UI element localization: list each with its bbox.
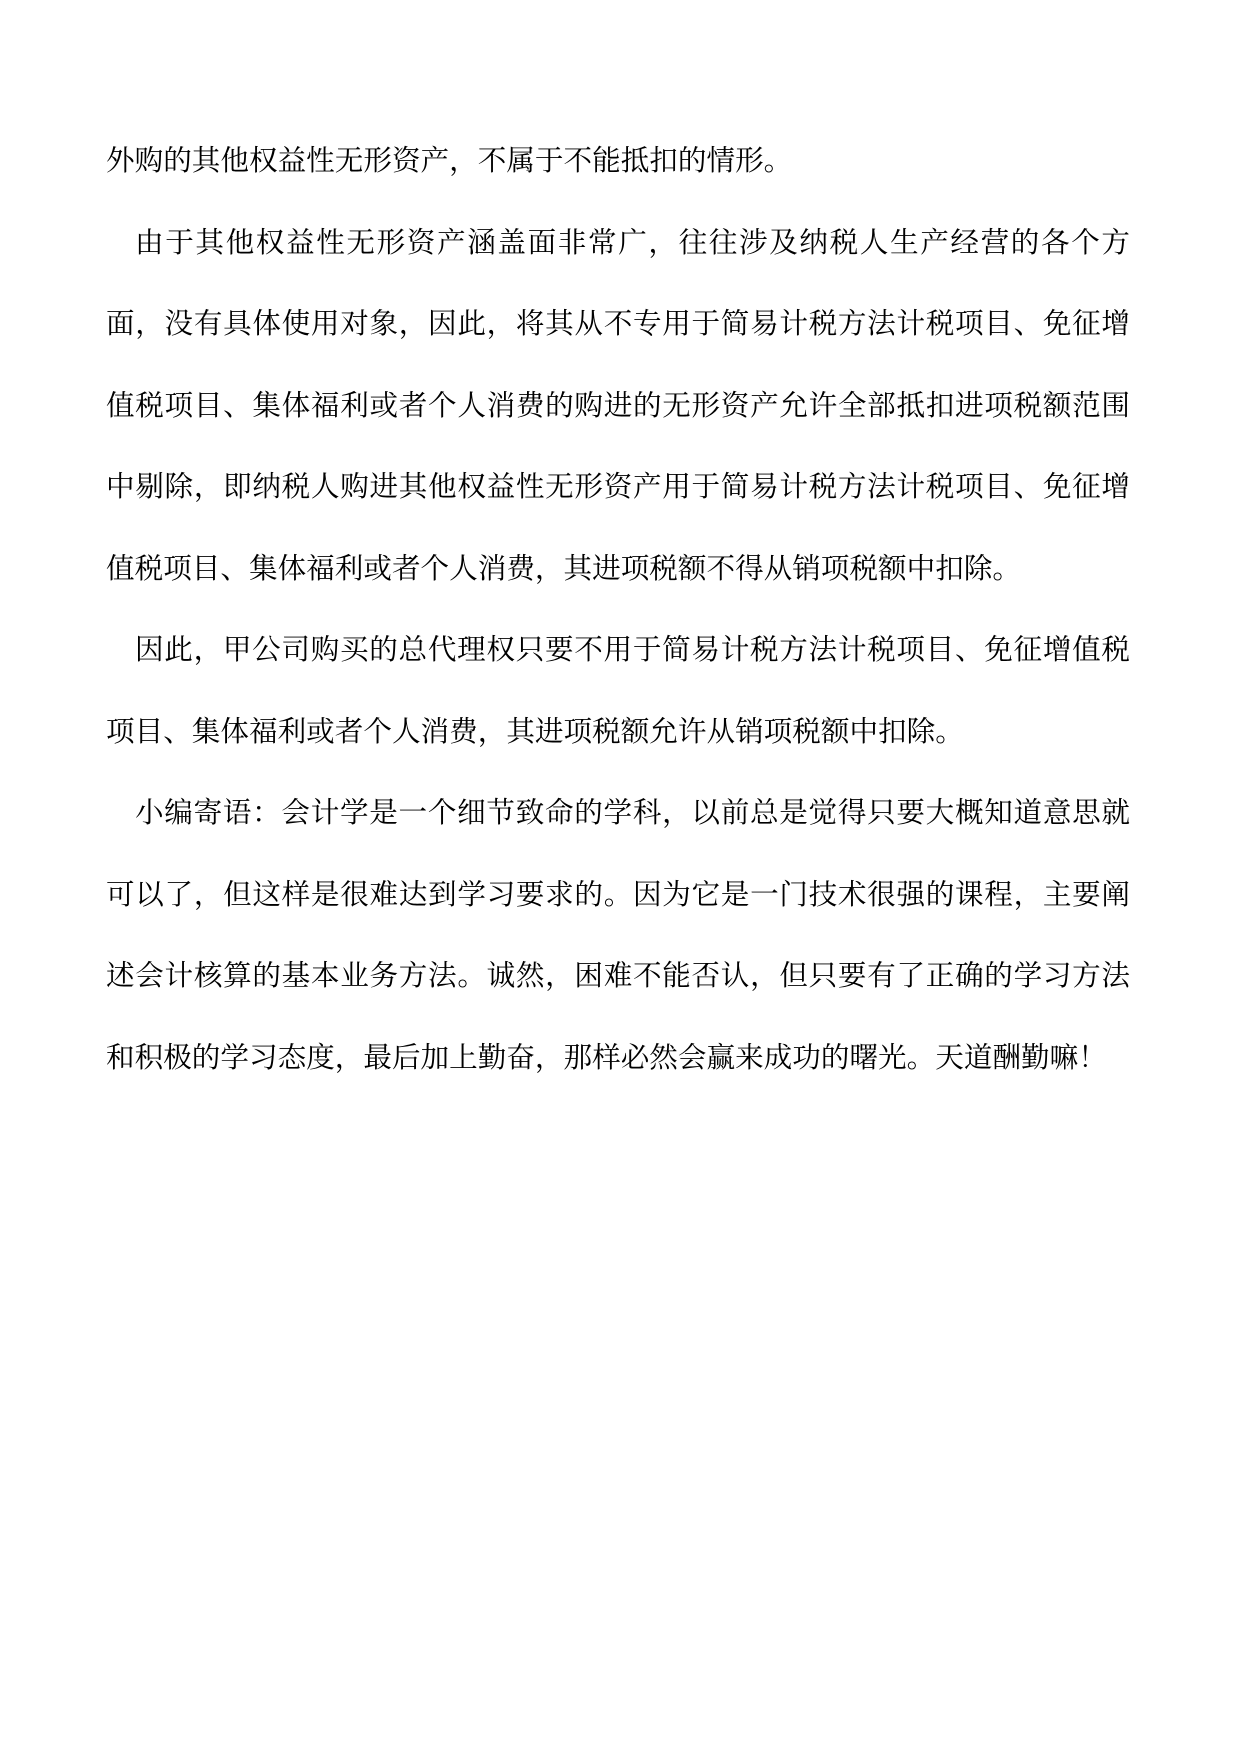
paragraph-scope-explanation: 由于其他权益性无形资产涵盖面非常广，往往涉及纳税人生产经营的各个方面，没有具体使用对象，因此，将其从不专用于简易计税方法计税项目、免征增值税项目、集体福利或者个人消费的购进的无形资产允许全部抵扣进项税额范围中剔除，即纳税人购进其他权益性无形资产用于简易计税方法计税项目、免征增值税项目、集体福利或者个人消费，其进项税额不得从销项税额中扣除。	[106, 224, 1130, 585]
paragraph-continuation: 外购的其他权益性无形资产，不属于不能抵扣的情形。	[106, 143, 793, 177]
document-body	[106, 143, 1130, 1098]
paragraph-editor-note: 小编寄语：会计学是一个细节致命的学科，以前总是觉得只要大概知道意思就可以了，但这样是很难达到学习要求的。因为它是一门技术很强的课程，主要阐述会计核算的基本业务方法。诚然，困难不能否认，但只要有了正确的学习方法和积极的学习态度，最后加上勤奋，那样必然会赢来成功的曙光。天道酬勤嘛！	[106, 795, 1130, 1074]
paragraph-conclusion: 因此，甲公司购买的总代理权只要不用于简易计税方法计税项目、免征增值税项目、集体福利或者个人消费，其进项税额允许从销项税额中扣除。	[106, 632, 1130, 748]
